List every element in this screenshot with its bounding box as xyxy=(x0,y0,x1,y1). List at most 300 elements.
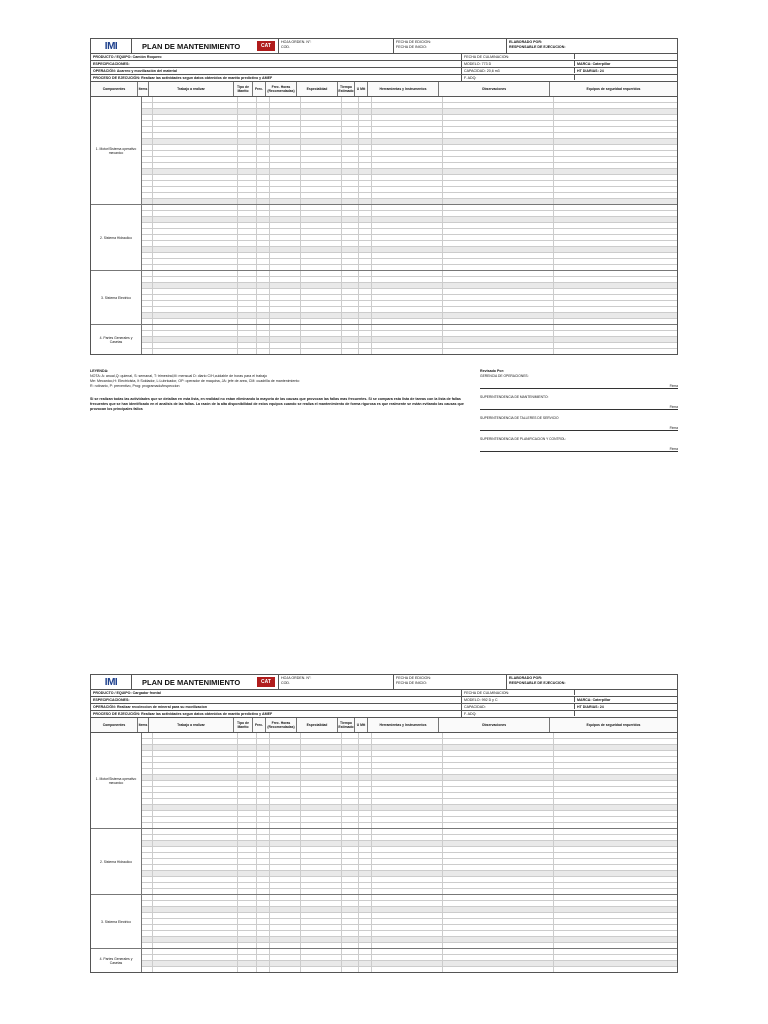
table-cell xyxy=(342,307,359,312)
table-cell xyxy=(270,811,301,816)
table-cell xyxy=(301,871,342,876)
table-cell xyxy=(342,325,359,330)
table-cell xyxy=(301,901,342,906)
table-cell xyxy=(359,787,372,792)
table-cell xyxy=(142,793,153,798)
table-cell xyxy=(257,943,270,948)
table-cell xyxy=(443,931,554,936)
signature-line: SUPERINTENDENCIA DE TALLERES DE SERVICIO Firma xyxy=(480,416,678,430)
table-cell xyxy=(257,241,270,246)
table-cell xyxy=(153,307,238,312)
table-cell xyxy=(153,205,238,210)
table-cell xyxy=(443,115,554,120)
table-cell xyxy=(257,271,270,276)
table-cell xyxy=(443,319,554,324)
table-cell xyxy=(372,235,443,240)
table-cell xyxy=(443,787,554,792)
table-cell xyxy=(142,193,153,198)
table-cell xyxy=(257,865,270,870)
table-cell xyxy=(257,895,270,900)
table-cell xyxy=(257,889,270,894)
table-cell xyxy=(443,253,554,258)
table-cell xyxy=(270,145,301,150)
table-cell xyxy=(142,733,153,738)
table-cell xyxy=(372,205,443,210)
table-cell xyxy=(372,289,443,294)
table-cell xyxy=(270,967,301,972)
table-cell xyxy=(238,259,257,264)
table-cell xyxy=(142,277,153,282)
table-cell xyxy=(257,331,270,336)
table-cell xyxy=(257,103,270,108)
table-cell xyxy=(443,193,554,198)
table-cell xyxy=(443,283,554,288)
table-cell xyxy=(443,301,554,306)
table-cell xyxy=(443,859,554,864)
table-cell xyxy=(153,265,238,270)
table-cell xyxy=(238,295,257,300)
table-cell xyxy=(443,733,554,738)
table-cell xyxy=(554,157,677,162)
table-cell xyxy=(142,805,153,810)
table-cell xyxy=(554,133,677,138)
maintenance-table xyxy=(90,733,678,973)
table-cell xyxy=(238,799,257,804)
table-cell xyxy=(554,847,677,852)
table-cell xyxy=(342,799,359,804)
table-cell xyxy=(257,343,270,348)
table-cell xyxy=(359,853,372,858)
info-row-product: PRODUCTO / EQUIPO: Camión Roquero FECHA DE CULMINACION: xyxy=(90,54,678,61)
table-cell xyxy=(142,865,153,870)
table-cell xyxy=(153,739,238,744)
table-cell xyxy=(270,349,301,354)
table-cell xyxy=(153,169,238,174)
table-cell xyxy=(153,847,238,852)
table-cell xyxy=(372,211,443,216)
table-cell xyxy=(257,349,270,354)
table-cell xyxy=(359,151,372,156)
table-cell xyxy=(142,343,153,348)
table-cell xyxy=(372,865,443,870)
table-cell xyxy=(372,955,443,960)
table-cell xyxy=(142,169,153,174)
table-cell xyxy=(342,739,359,744)
table-cell xyxy=(301,289,342,294)
table-cell xyxy=(554,805,677,810)
table-cell xyxy=(359,967,372,972)
table-cell xyxy=(372,847,443,852)
table-cell xyxy=(301,175,342,180)
table-cell xyxy=(301,865,342,870)
table-row xyxy=(142,265,677,270)
table-cell xyxy=(153,865,238,870)
table-cell xyxy=(443,343,554,348)
table-cell xyxy=(238,943,257,948)
table-cell xyxy=(142,949,153,954)
table-cell xyxy=(342,907,359,912)
table-cell xyxy=(359,109,372,114)
table-cell xyxy=(142,205,153,210)
table-cell xyxy=(238,337,257,342)
table-cell xyxy=(238,127,257,132)
table-cell xyxy=(270,319,301,324)
table-cell xyxy=(142,937,153,942)
table-cell xyxy=(257,115,270,120)
table-cell xyxy=(359,841,372,846)
table-cell xyxy=(142,895,153,900)
table-cell xyxy=(142,271,153,276)
table-cell xyxy=(142,217,153,222)
table-cell xyxy=(359,745,372,750)
table-cell xyxy=(359,757,372,762)
table-cell xyxy=(301,265,342,270)
table-cell xyxy=(342,121,359,126)
table-cell xyxy=(238,889,257,894)
table-cell xyxy=(301,769,342,774)
table-cell xyxy=(554,967,677,972)
table-cell xyxy=(359,337,372,342)
table-cell xyxy=(342,241,359,246)
table-cell xyxy=(342,883,359,888)
table-row xyxy=(142,889,677,894)
table-cell xyxy=(372,787,443,792)
table-cell xyxy=(238,157,257,162)
table-cell xyxy=(372,265,443,270)
brand-logo: CAT xyxy=(254,675,278,689)
table-cell xyxy=(301,169,342,174)
company-logo: IMI xyxy=(91,675,132,689)
table-cell xyxy=(142,829,153,834)
table-cell xyxy=(359,349,372,354)
table-cell xyxy=(270,133,301,138)
table-cell xyxy=(270,97,301,102)
table-cell xyxy=(238,319,257,324)
table-cell xyxy=(257,205,270,210)
table-cell xyxy=(238,793,257,798)
table-cell xyxy=(359,235,372,240)
table-cell xyxy=(554,733,677,738)
table-cell xyxy=(342,115,359,120)
table-cell xyxy=(257,175,270,180)
table-cell xyxy=(554,343,677,348)
table-cell xyxy=(238,961,257,966)
signature-line: SUPERINTENDENCIA DE PLANIFICACION Y CONTROL: Firma xyxy=(480,437,678,451)
table-cell xyxy=(342,145,359,150)
table-cell xyxy=(554,175,677,180)
table-cell xyxy=(443,763,554,768)
table-cell xyxy=(142,889,153,894)
table-cell xyxy=(342,253,359,258)
table-cell xyxy=(342,901,359,906)
table-cell xyxy=(554,349,677,354)
table-cell xyxy=(142,301,153,306)
table-cell xyxy=(153,745,238,750)
table-cell xyxy=(257,739,270,744)
table-cell xyxy=(342,775,359,780)
table-cell xyxy=(301,163,342,168)
table-cell xyxy=(342,817,359,822)
table-group: 1. Motor/Sistema operativo mecanico xyxy=(91,97,677,205)
table-cell xyxy=(359,943,372,948)
table-cell xyxy=(238,301,257,306)
legend-line: Me: Mecanico,H: Electricista, It Soldador, L:Lubricador, OP: operador de maquina, JA: jefe de area, CM: cuadrilla de mantenimiento xyxy=(90,379,300,383)
table-cell xyxy=(443,187,554,192)
table-cell xyxy=(153,217,238,222)
table-cell xyxy=(342,151,359,156)
table-cell xyxy=(153,805,238,810)
table-cell xyxy=(238,109,257,114)
date-info: FECHA DE EDICION: FECHA DE INICIO: xyxy=(393,675,506,689)
table-cell xyxy=(372,145,443,150)
table-cell xyxy=(301,943,342,948)
table-cell xyxy=(238,229,257,234)
table-cell xyxy=(153,967,238,972)
table-cell xyxy=(372,247,443,252)
table-cell xyxy=(372,103,443,108)
table-cell xyxy=(301,823,342,828)
table-cell xyxy=(359,865,372,870)
page-title: PLAN DE MANTENIMIENTO xyxy=(142,41,241,51)
table-cell xyxy=(443,781,554,786)
sheet-header xyxy=(90,674,678,690)
table-cell xyxy=(372,97,443,102)
table-cell xyxy=(142,781,153,786)
table-cell xyxy=(443,211,554,216)
table-cell xyxy=(142,121,153,126)
table-cell xyxy=(359,835,372,840)
table-cell xyxy=(270,331,301,336)
table-cell xyxy=(359,199,372,204)
table-cell xyxy=(443,967,554,972)
info-row-operation: OPERACIÓN: Realizar recoleccion de mineral para su movilizacion CAPACIDAD: HT DIARIAS: 24 xyxy=(90,704,678,711)
table-cell xyxy=(554,799,677,804)
table-cell xyxy=(153,769,238,774)
table-cell xyxy=(554,949,677,954)
table-cell xyxy=(270,199,301,204)
table-cell xyxy=(554,919,677,924)
table-cell xyxy=(359,223,372,228)
table-cell xyxy=(443,307,554,312)
table-cell xyxy=(257,745,270,750)
table-cell xyxy=(554,871,677,876)
table-cell xyxy=(142,115,153,120)
table-cell xyxy=(238,811,257,816)
table-cell xyxy=(257,157,270,162)
table-cell xyxy=(301,739,342,744)
table-cell xyxy=(342,955,359,960)
table-cell xyxy=(238,211,257,216)
table-cell xyxy=(372,859,443,864)
table-cell xyxy=(238,919,257,924)
table-cell xyxy=(342,919,359,924)
table-cell xyxy=(359,283,372,288)
table-cell xyxy=(270,877,301,882)
table-cell xyxy=(554,145,677,150)
table-cell xyxy=(359,949,372,954)
table-cell xyxy=(359,271,372,276)
table-cell xyxy=(443,97,554,102)
table-cell xyxy=(257,139,270,144)
table-cell xyxy=(270,313,301,318)
table-cell xyxy=(342,841,359,846)
table-cell xyxy=(270,763,301,768)
table-cell xyxy=(270,925,301,930)
table-cell xyxy=(342,823,359,828)
table-cell xyxy=(359,127,372,132)
table-cell xyxy=(372,337,443,342)
table-cell xyxy=(342,835,359,840)
table-cell xyxy=(359,319,372,324)
table-cell xyxy=(443,139,554,144)
table-cell xyxy=(257,907,270,912)
table-cell xyxy=(372,817,443,822)
table-cell xyxy=(554,913,677,918)
table-cell xyxy=(270,847,301,852)
table-cell xyxy=(359,265,372,270)
table-header: Componentes Items Trabajo a realizar Tipo de Mantto Frec. Frec. Horas (Recomendadas) Especialidad Tiempo Estimado U Mtt Herramientas y Instrumentos Observaciones Equipos de seguridad requeridos xyxy=(90,82,678,97)
table-cell xyxy=(342,193,359,198)
table-cell xyxy=(443,259,554,264)
table-cell xyxy=(342,877,359,882)
brand-logo: CAT xyxy=(254,39,278,53)
table-cell xyxy=(359,277,372,282)
table-cell xyxy=(342,847,359,852)
table-cell xyxy=(153,139,238,144)
table-cell xyxy=(257,919,270,924)
table-cell xyxy=(153,853,238,858)
table-cell xyxy=(372,931,443,936)
table-cell xyxy=(301,907,342,912)
table-cell xyxy=(142,229,153,234)
table-cell xyxy=(257,325,270,330)
table-cell xyxy=(301,241,342,246)
table-cell xyxy=(301,931,342,936)
table-cell xyxy=(554,859,677,864)
table-group: 3. Sistema Electrico xyxy=(91,895,677,949)
table-cell xyxy=(153,145,238,150)
table-cell xyxy=(238,937,257,942)
table-cell xyxy=(270,913,301,918)
table-cell xyxy=(359,739,372,744)
table-cell xyxy=(359,775,372,780)
table-cell xyxy=(342,223,359,228)
table-cell xyxy=(270,187,301,192)
table-cell xyxy=(554,811,677,816)
table-cell xyxy=(443,895,554,900)
table-cell xyxy=(270,289,301,294)
table-cell xyxy=(153,337,238,342)
table-cell xyxy=(142,349,153,354)
table-header: Componentes Items Trabajo a realizar Tipo de Mantto Frec. Frec. Horas (Recomendadas) Especialidad Tiempo Estimado U Mtt Herramientas y Instrumentos Observaciones Equipos de seguridad requeridos xyxy=(90,718,678,733)
table-cell xyxy=(270,961,301,966)
table-cell xyxy=(238,271,257,276)
table-cell xyxy=(359,193,372,198)
table-cell xyxy=(359,931,372,936)
table-cell xyxy=(359,145,372,150)
table-cell xyxy=(142,883,153,888)
table-cell xyxy=(301,925,342,930)
table-cell xyxy=(342,745,359,750)
table-cell xyxy=(342,859,359,864)
table-cell xyxy=(359,883,372,888)
table-cell xyxy=(443,793,554,798)
table-cell xyxy=(257,133,270,138)
table-cell xyxy=(372,763,443,768)
table-cell xyxy=(153,175,238,180)
table-cell xyxy=(359,175,372,180)
table-cell xyxy=(301,301,342,306)
table-cell xyxy=(301,151,342,156)
table-cell xyxy=(372,151,443,156)
table-cell xyxy=(301,277,342,282)
table-cell xyxy=(554,751,677,756)
table-cell xyxy=(153,733,238,738)
table-cell xyxy=(238,841,257,846)
table-cell xyxy=(270,799,301,804)
table-cell xyxy=(270,247,301,252)
table-cell xyxy=(142,823,153,828)
table-cell xyxy=(301,949,342,954)
table-cell xyxy=(301,919,342,924)
table-cell xyxy=(238,967,257,972)
table-cell xyxy=(142,307,153,312)
table-cell xyxy=(342,763,359,768)
legend-line: R: rutinario, P: preventivo, Prog: programado/inspeccion xyxy=(90,384,180,388)
table-cell xyxy=(270,793,301,798)
table-cell xyxy=(142,145,153,150)
table-cell xyxy=(142,751,153,756)
table-cell xyxy=(238,199,257,204)
table-cell xyxy=(554,229,677,234)
table-cell xyxy=(301,829,342,834)
table-cell xyxy=(372,133,443,138)
table-cell xyxy=(342,289,359,294)
maintenance-plan-sheet-1 xyxy=(90,38,678,458)
table-cell xyxy=(142,907,153,912)
table-cell xyxy=(142,175,153,180)
table-cell xyxy=(342,301,359,306)
table-cell xyxy=(238,739,257,744)
table-cell xyxy=(301,937,342,942)
table-cell xyxy=(301,235,342,240)
table-cell xyxy=(257,253,270,258)
table-cell xyxy=(270,223,301,228)
table-cell xyxy=(443,739,554,744)
table-cell xyxy=(257,775,270,780)
table-cell xyxy=(142,211,153,216)
table-cell xyxy=(554,217,677,222)
table-cell xyxy=(372,175,443,180)
table-cell xyxy=(554,817,677,822)
table-cell xyxy=(359,805,372,810)
table-cell xyxy=(443,955,554,960)
table-cell xyxy=(372,937,443,942)
table-cell xyxy=(270,175,301,180)
table-cell xyxy=(153,877,238,882)
table-cell xyxy=(257,955,270,960)
table-cell xyxy=(142,151,153,156)
table-cell xyxy=(342,139,359,144)
table-cell xyxy=(359,811,372,816)
table-cell xyxy=(443,901,554,906)
table-cell xyxy=(142,337,153,342)
table-cell xyxy=(153,127,238,132)
table-cell xyxy=(142,127,153,132)
table-cell xyxy=(238,775,257,780)
table-cell xyxy=(372,913,443,918)
page-title: PLAN DE MANTENIMIENTO xyxy=(142,677,241,687)
